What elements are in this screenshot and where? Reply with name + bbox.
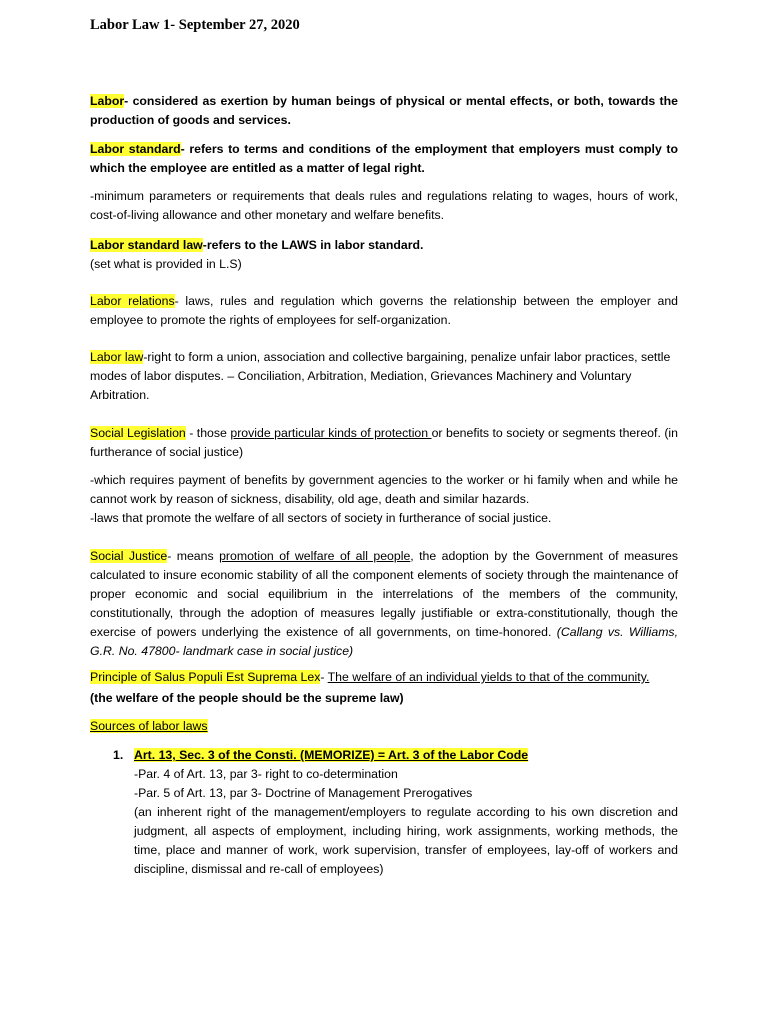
social-legislation-underlined: provide particular kinds of protection xyxy=(230,426,432,440)
document-title: Labor Law 1- September 27, 2020 xyxy=(90,17,300,33)
social-legislation-note-2: -laws that promote the welfare of all sectors of society in furtherance of social justice. xyxy=(90,511,552,525)
definition-labor-relations xyxy=(90,292,678,330)
list-item-paragraph: (an inherent right of the management/employers to regulate according to his own discretion and judgment, all aspects of employment, including hiring, work assignments, working methods, the time, place and manner of work, work supervision, transfer of employees, lay-off of workers and discipline, dismissal and re-call of employees) xyxy=(134,805,678,876)
definition-labor-law xyxy=(90,348,678,405)
definition-labor xyxy=(90,92,678,130)
definition-labor-law-text: -right to form a union, association and collective bargaining, penalize unfair labor practices, settle modes of labor disputes. – Conciliation, Arbitration, Mediation, Grievances Machinery and Voluntary Arbitration. xyxy=(90,350,671,402)
social-justice-citation: (Callang vs. Williams, G.R. No. 47800- landmark case in social justice) xyxy=(90,625,678,658)
definition-labor-standard-text: - refers to terms and conditions of the employment that employers must comply to which the employee are entitled as a matter of legal right. xyxy=(90,142,678,175)
salus-populi-dash: - xyxy=(320,670,328,684)
term-salus-populi: Principle of Salus Populi Est Suprema Lex xyxy=(90,670,321,684)
term-labor-standard: Labor standard xyxy=(90,142,181,156)
term-social-legislation: Social Legislation xyxy=(90,426,186,440)
sources-heading: Sources of labor laws xyxy=(90,719,208,733)
labor-standard-note: -minimum parameters or requirements that deals rules and regulations relating to wages, hours of work, cost-of-living allowance and other monetary and welfare benefits. xyxy=(90,189,678,222)
social-legislation-text-before: - those xyxy=(185,426,231,440)
salus-populi-note: (the welfare of the people should be the supreme law) xyxy=(90,691,404,705)
social-justice-text-after: , the adoption by the Government of measures calculated to insure economic stability of all the component elements of society through the maintenance of proper economic and social equilibrium in the interrelations of the members of the community, constitutionally, through the adoption of measures legally justifiable or extra-constitutionally, though the exercise of powers underlying the existence of all governments, on time-honored. xyxy=(90,549,678,639)
social-justice-text-before: - means xyxy=(167,549,220,563)
sources-heading-wrap xyxy=(90,717,678,736)
definition-labor-relations-text: - laws, rules and regulation which governs the relationship between the employer and employee to promote the rights of employees for self-organization. xyxy=(90,294,678,327)
term-labor: Labor xyxy=(90,94,125,108)
list-item-line-1: -Par. 4 of Art. 13, par 3- right to co-determination xyxy=(134,767,398,781)
definition-labor-standard xyxy=(90,140,678,178)
term-labor-relations: Labor relations xyxy=(90,294,175,308)
salus-populi-underlined: The welfare of an individual yields to that of the community. xyxy=(327,670,650,684)
social-legislation-note-1: -which requires payment of benefits by government agencies to the worker or hi family when and while he cannot work by reason of sickness, disability, old age, death and similar hazards. xyxy=(90,473,678,506)
definition-labor-standard-law-text: -refers to the LAWS in labor standard. xyxy=(202,238,424,252)
term-social-justice: Social Justice xyxy=(90,549,168,563)
list-item-line-2: -Par. 5 of Art. 13, par 3- Doctrine of Management Prerogatives xyxy=(134,786,473,800)
term-labor-law: Labor law xyxy=(90,350,144,364)
labor-standard-law-note: (set what is provided in L.S) xyxy=(90,257,242,271)
social-legislation-text-after: or benefits to society or segments thereof. (in furtherance of social justice) xyxy=(90,426,678,459)
list-item xyxy=(134,746,678,879)
definition-labor-standard-law xyxy=(90,236,678,255)
principle-salus-populi xyxy=(90,668,678,687)
list-item-number: 1. xyxy=(113,748,124,762)
social-justice-underlined: promotion of welfare of all people xyxy=(219,549,411,563)
definition-social-justice xyxy=(90,547,678,661)
term-labor-standard-law: Labor standard law xyxy=(90,238,203,252)
definition-labor-text: - considered as exertion by human beings of physical or mental effects, or both, towards the production of goods and services. xyxy=(90,94,678,127)
definition-social-legislation xyxy=(90,424,678,462)
list-item-title: Art. 13, Sec. 3 of the Consti. (MEMORIZE) = Art. 3 of the Labor Code xyxy=(134,748,529,762)
